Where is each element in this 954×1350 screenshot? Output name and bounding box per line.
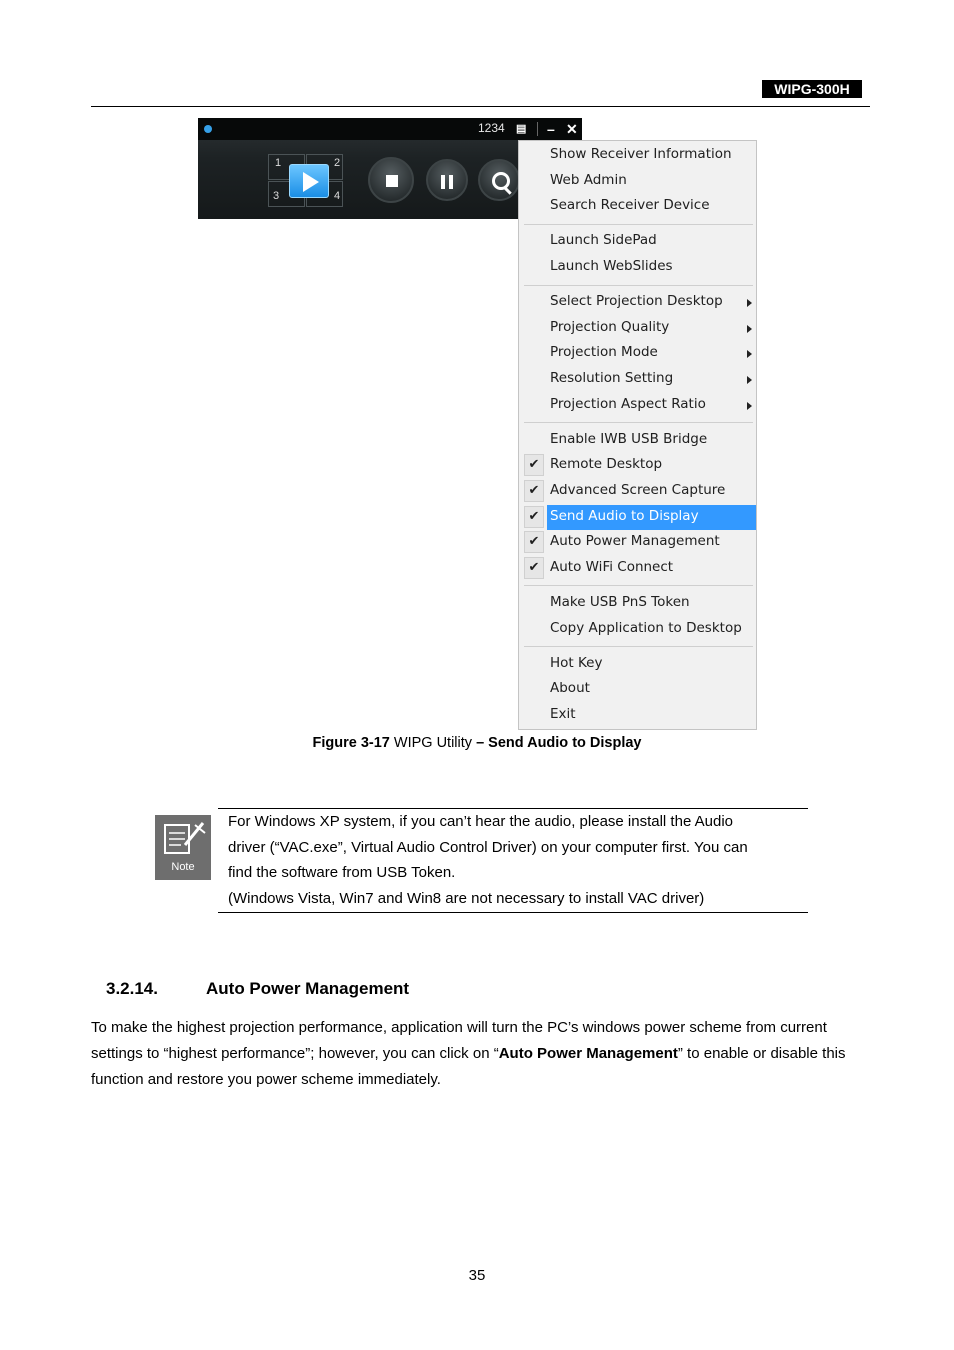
submenu-arrow-icon xyxy=(747,376,752,384)
note-icon xyxy=(155,815,211,880)
menu-item-select-projection-desktop[interactable] xyxy=(519,290,756,315)
checkmark-icon: ✔ xyxy=(524,557,544,579)
checkmark-icon: ✔ xyxy=(524,480,544,502)
figure-app: WIPG Utility xyxy=(389,735,477,751)
note-text xyxy=(228,809,808,911)
menu-item-copy-application-to-desktop[interactable] xyxy=(519,617,756,642)
menu-item-hot-key[interactable] xyxy=(519,652,756,677)
menu-item-about[interactable] xyxy=(519,677,756,702)
menu-item-label: Search Receiver Device xyxy=(550,197,710,214)
menu-item-search-receiver-device[interactable] xyxy=(519,194,756,219)
menu-item-advanced-screen-capture[interactable] xyxy=(519,479,756,504)
search-icon-handle xyxy=(503,186,511,194)
menu-item-label: Launch SidePad xyxy=(550,232,657,249)
menu-item-label: Projection Mode xyxy=(550,344,658,361)
menu-item-remote-desktop[interactable] xyxy=(519,453,756,478)
paragraph-bold: Auto Power Management xyxy=(498,1045,678,1062)
stop-icon xyxy=(386,175,398,187)
menu-item-label: Web Admin xyxy=(550,171,627,188)
stop-button[interactable] xyxy=(368,157,414,203)
menu-item-enable-iwb-usb-bridge[interactable] xyxy=(519,428,756,453)
menu-item-label: Exit xyxy=(550,706,576,722)
note-line: find the software from USB Token. xyxy=(228,864,456,882)
play-button[interactable] xyxy=(289,164,329,198)
menu-item-label: Auto Power Management xyxy=(550,533,720,550)
section-number: 3.2.14. xyxy=(106,979,158,998)
titlebar-separator xyxy=(537,122,538,136)
menu-item-show-receiver-information[interactable] xyxy=(519,143,756,168)
menu-item-auto-power-management[interactable] xyxy=(519,530,756,555)
menu-separator xyxy=(524,646,753,647)
quadrant-number: 4 xyxy=(334,190,341,202)
menu-item-label: Projection Quality xyxy=(550,318,670,335)
menu-item-send-audio-to-display[interactable] xyxy=(519,505,756,530)
submenu-arrow-icon xyxy=(747,299,752,307)
context-menu xyxy=(518,140,757,730)
menu-separator xyxy=(524,285,753,286)
figure-number: Figure 3-17 xyxy=(312,735,390,751)
minimize-button[interactable]: – xyxy=(547,121,555,137)
close-button[interactable]: ✕ xyxy=(566,121,578,137)
notepad-pen-icon xyxy=(155,815,211,861)
figure-title: – Send Audio to Display xyxy=(476,735,642,751)
menu-item-label: Enable IWB USB Bridge xyxy=(550,430,708,447)
submenu-arrow-icon xyxy=(747,350,752,358)
note-icon-label: Note xyxy=(171,861,195,873)
menu-item-label: Projection Aspect Ratio xyxy=(550,395,706,412)
menu-item-projection-quality[interactable] xyxy=(519,316,756,341)
header-rule xyxy=(91,106,870,107)
menu-item-launch-webslides[interactable] xyxy=(519,255,756,280)
menu-item-resolution-setting[interactable] xyxy=(519,367,756,392)
menu-item-label: Send Audio to Display xyxy=(550,507,699,524)
quadrant-number: 3 xyxy=(273,190,280,202)
menu-item-label: About xyxy=(550,680,590,697)
menu-item-exit[interactable] xyxy=(519,703,756,728)
search-button[interactable] xyxy=(478,159,520,201)
product-badge: WIPG-300H xyxy=(762,80,862,98)
menu-item-label: Select Projection Desktop xyxy=(550,293,723,310)
note-line: driver (“VAC.exe”, Virtual Audio Control Driver) on your computer first. You can xyxy=(228,838,748,856)
toolbar-titlebar xyxy=(198,118,582,140)
pause-icon xyxy=(441,175,445,189)
menu-item-label: Auto WiFi Connect xyxy=(550,558,674,575)
list-icon[interactable]: ▤ xyxy=(516,123,527,135)
paragraph-text: ” to enable or disable this function and restore you power scheme immediately. xyxy=(91,1045,846,1088)
quadrant-number: 2 xyxy=(334,157,341,169)
menu-item-projection-mode[interactable] xyxy=(519,341,756,366)
paragraph-text: To make the highest projection performance, application will turn the PC’s windows power scheme from current settings to “highest performance”; however, you can click on “ xyxy=(91,1019,827,1062)
menu-item-label: Copy Application to Desktop xyxy=(550,619,742,636)
submenu-arrow-icon xyxy=(747,402,752,410)
menu-item-label: Advanced Screen Capture xyxy=(550,482,726,498)
menu-item-label: Launch WebSlides xyxy=(550,258,673,274)
menu-item-label: Remote Desktop xyxy=(550,456,663,473)
menu-item-web-admin[interactable] xyxy=(519,169,756,194)
quadrant-number: 1 xyxy=(275,157,282,169)
menu-item-launch-sidepad[interactable] xyxy=(519,229,756,254)
menu-item-label: Resolution Setting xyxy=(550,370,674,386)
menu-item-label: Make USB PnS Token xyxy=(550,594,690,610)
pause-icon xyxy=(449,175,453,189)
submenu-arrow-icon xyxy=(747,325,752,333)
pause-button[interactable] xyxy=(426,159,468,201)
section-title: Auto Power Management xyxy=(206,979,410,998)
menu-item-label: Hot Key xyxy=(550,654,603,671)
checkmark-icon: ✔ xyxy=(524,531,544,553)
menu-item-auto-wifi-connect[interactable] xyxy=(519,556,756,581)
note-bottom-rule xyxy=(218,912,808,913)
menu-item-projection-aspect-ratio[interactable] xyxy=(519,393,756,418)
checkmark-icon: ✔ xyxy=(524,454,544,476)
menu-separator xyxy=(524,422,753,423)
note-line: For Windows XP system, if you can’t hear the audio, please install the Audio xyxy=(228,813,733,830)
checkmark-icon: ✔ xyxy=(524,506,544,528)
figure-caption xyxy=(0,735,954,751)
section-paragraph xyxy=(91,1015,871,1093)
menu-separator xyxy=(524,585,753,586)
pin-code: 1234 xyxy=(478,121,505,135)
note-line: (Windows Vista, Win7 and Win8 are not necessary to install VAC driver) xyxy=(228,889,705,907)
menu-item-label: Show Receiver Information xyxy=(550,146,732,162)
status-dot-icon xyxy=(204,125,212,133)
menu-item-make-usb-pns-token[interactable] xyxy=(519,591,756,616)
menu-separator xyxy=(524,224,753,225)
page-number: 35 xyxy=(468,1267,486,1284)
